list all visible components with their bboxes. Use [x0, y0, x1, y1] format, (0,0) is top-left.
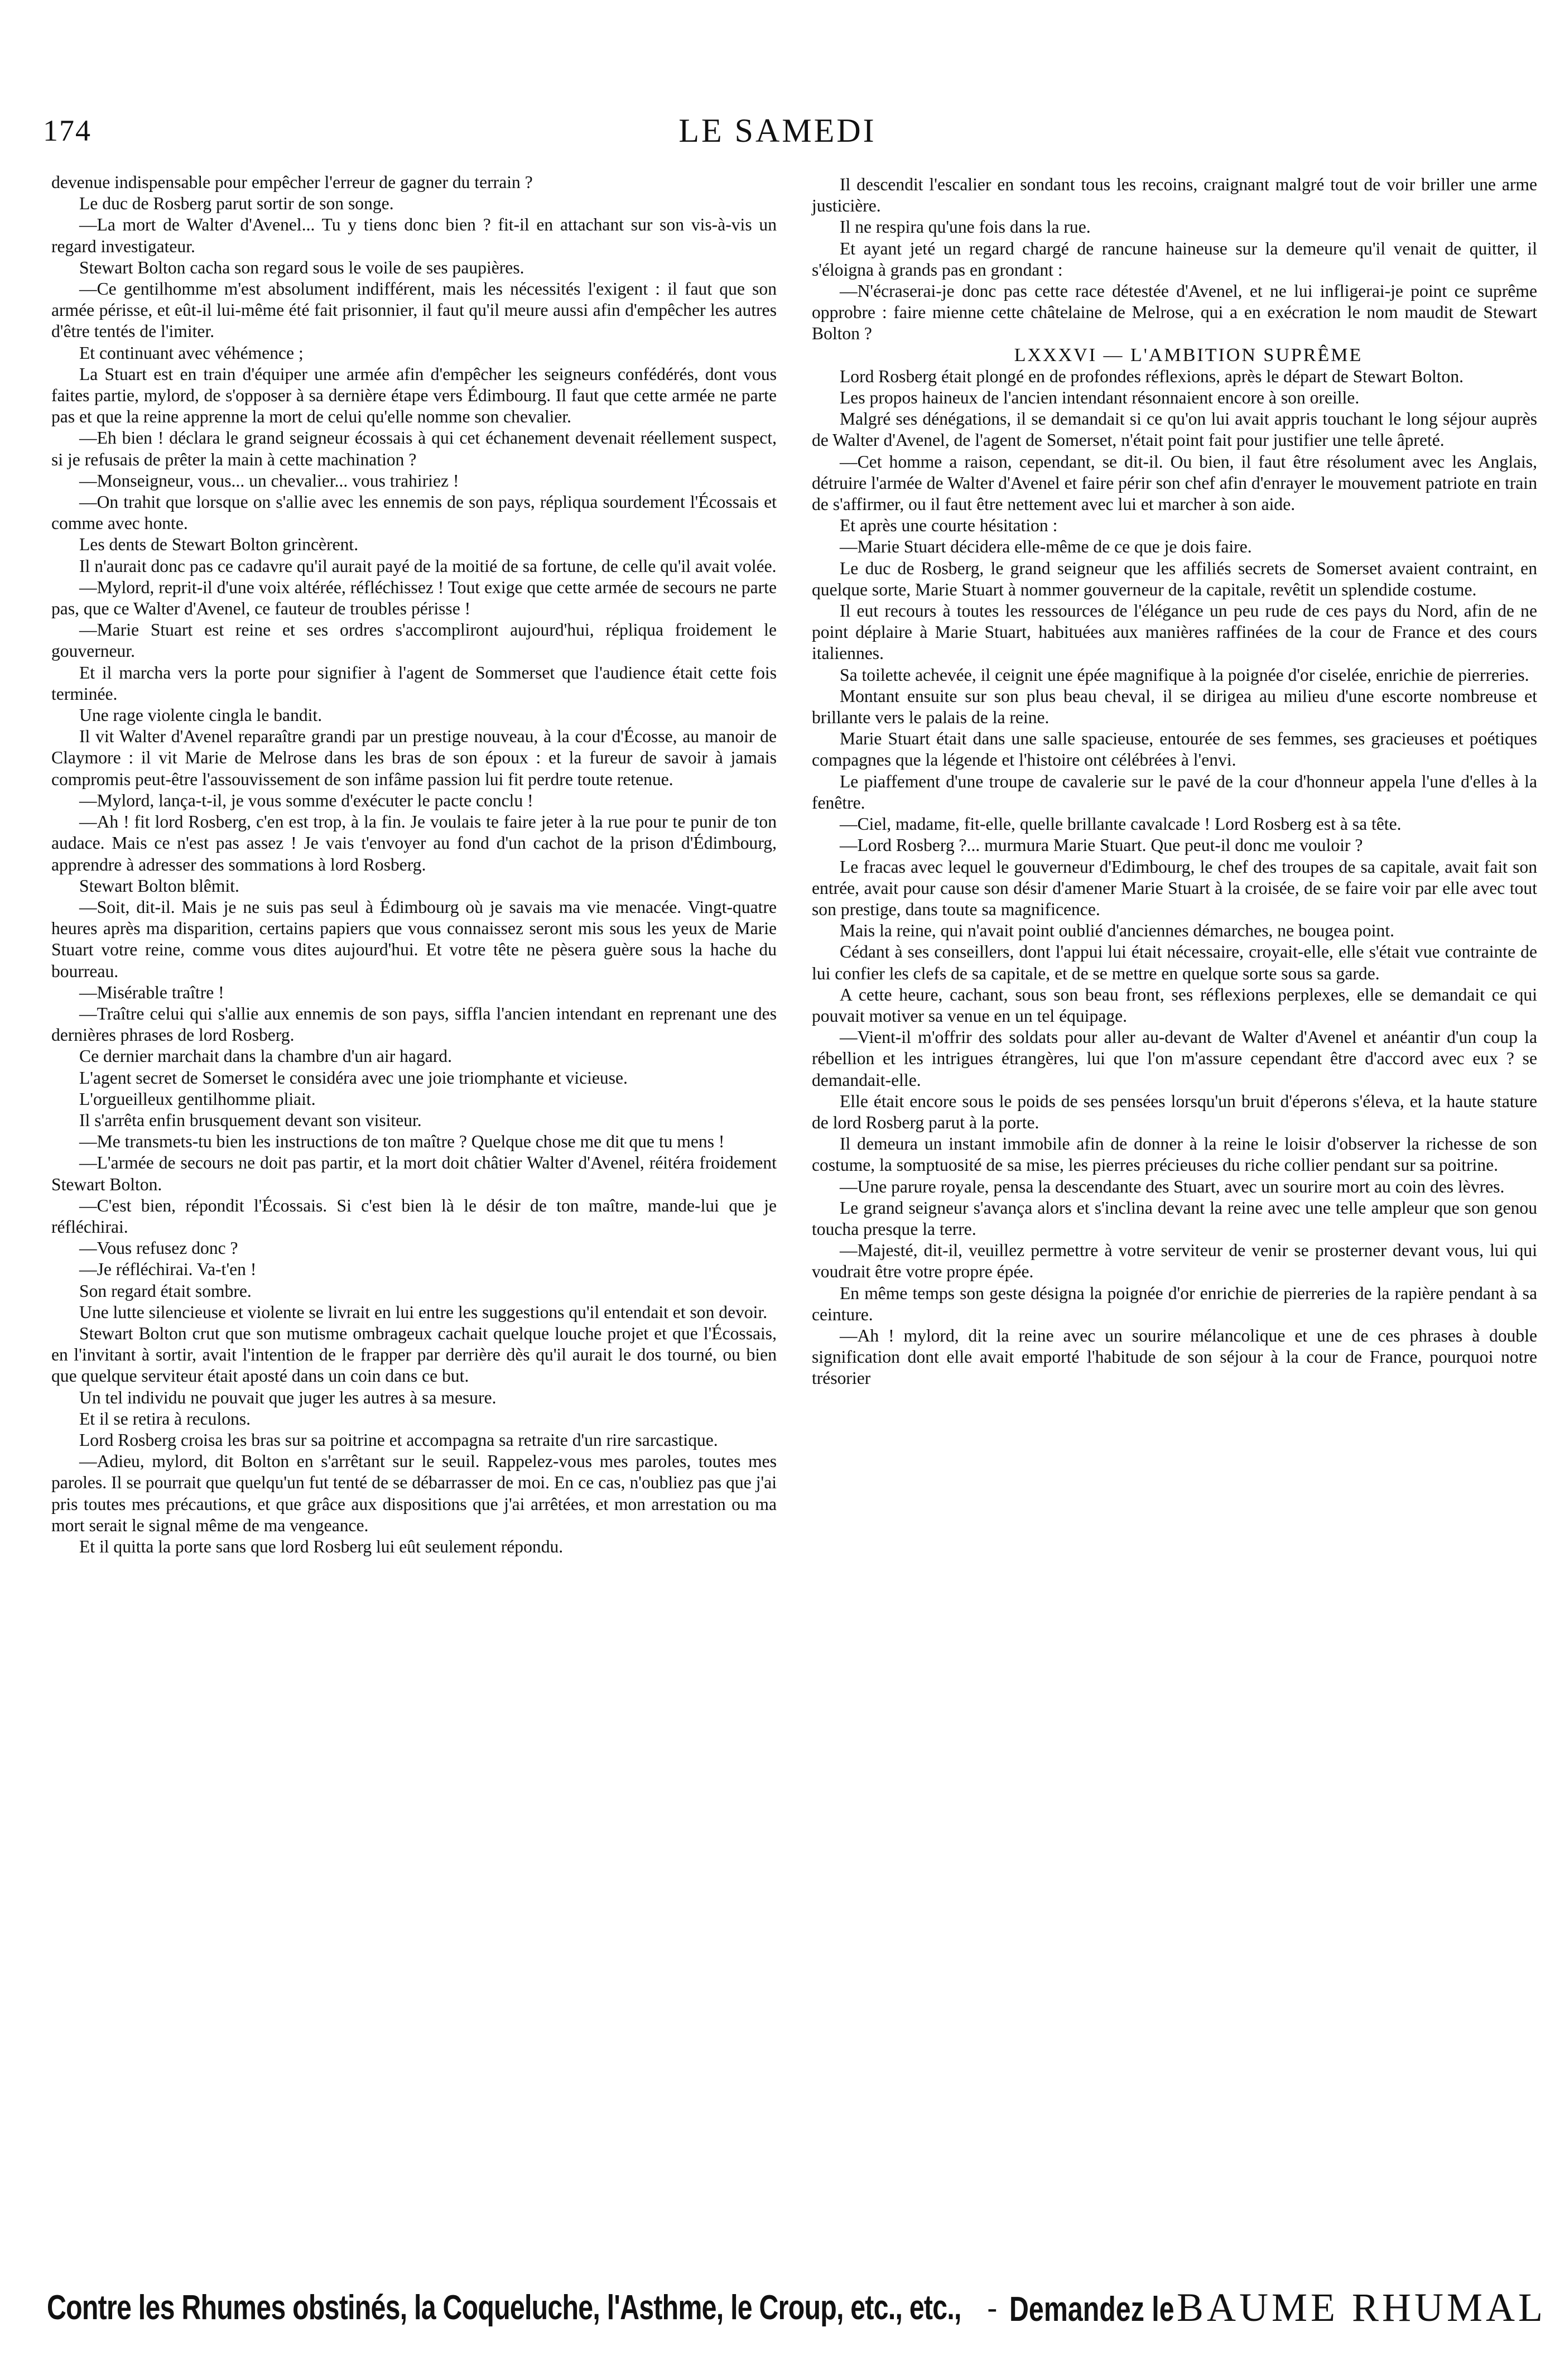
ad-demandez-text: Demandez le — [1009, 2290, 1174, 2329]
paragraph: —Mylord, lança-t-il, je vous somme d'exécuter le pacte conclu ! — [79, 790, 533, 810]
paragraph: —Eh bien ! déclara le grand seigneur écossais à qui cet échanement devenait réellement suspect, si je refusais de prêter la main à cette machination ? — [51, 428, 777, 469]
paragraph: —Vous refusez donc ? — [79, 1238, 238, 1258]
paragraph: Ce dernier marchait dans la chambre d'un air hagard. — [79, 1046, 452, 1066]
paragraph: Le piaffement d'une troupe de cavalerie sur le pavé de la cour d'honneur appela l'une d'elles à la fenêtre. — [812, 771, 1537, 812]
paragraph: —Majesté, dit-il, veuillez permettre à votre serviteur de venir se prosterner devant vous, lui qui voudrait être votre propre épée. — [812, 1241, 1537, 1282]
paragraph: —On trahit que lorsque on s'allie avec les ennemis de son pays, répliqua sourdement l'Écossais et comme avec honte. — [51, 492, 777, 533]
paragraph: Mais la reine, qui n'avait point oublié d'anciennes démarches, ne bougea point. — [840, 921, 1394, 941]
chapter-heading: LXXXVI — L'AMBITION SUPRÊME — [1014, 344, 1363, 366]
paragraph: devenue indispensable pour empêcher l'erreur de gagner du terrain ? — [51, 172, 533, 192]
paragraph: —Ah ! fit lord Rosberg, c'en est trop, à la fin. Je voulais te faire jeter à la rue pour te punir de ton audace. Mais ce n'est pas assez ! Je vais t'envoyer au fond d'un cachot de la prison d'Édimbourg, apprendre à adresser des sommations à lord Rosberg. — [51, 812, 777, 874]
paragraph: Les propos haineux de l'ancien intendant résonnaient encore à son oreille. — [840, 388, 1360, 408]
paragraph: Le duc de Rosberg, le grand seigneur que les affiliés secrets de Somerset avaient contraint, en quelque sorte, Marie Stuart à nommer gouverneur de la capitale, revêtit un splendide costume. — [812, 558, 1537, 599]
paragraph: Elle était encore sous le poids de ses pensées lorsqu'un bruit d'éperons s'éleva, et la haute stature de lord Rosberg parut à la porte. — [812, 1091, 1537, 1132]
paragraph: Il n'aurait donc pas ce cadavre qu'il aurait payé de la moitié de sa fortune, de celle qu'il avait volée. — [79, 556, 777, 576]
paragraph: Un tel individu ne pouvait que juger les autres à sa mesure. — [79, 1387, 497, 1407]
paragraph: —La mort de Walter d'Avenel... Tu y tiens donc bien ? fit-il en attachant sur son vis-à-vis un regard investigateur. — [51, 215, 777, 256]
paragraph: —Cet homme a raison, cependant, se dit-il. Ou bien, il faut être résolument avec les Anglais, détruire l'armée de Walter d'Avenel et faire périr son chef afin d'enrayer le mouvement patriote en train de s'affirmer, ou il faut être nettement avec lui et marcher à son aide. — [812, 451, 1537, 515]
left-column — [51, 172, 777, 1557]
paragraph: —Traître celui qui s'allie aux ennemis de son pays, siffla l'ancien intendant en reprenant une des dernières phrases de lord Rosberg. — [51, 1003, 777, 1045]
paragraph: —Adieu, mylord, dit Bolton en s'arrêtant sur le seuil. Rappelez-vous mes paroles, toutes mes paroles. Il se pourrait que quelqu'un fut tenté de se débarrasser de moi. En ce cas, n'oubliez pas que j'ai pris toutes mes précautions, et que grâce aux dispositions que j'ai arrêtées, et mon arrestation ou ma mort serait le signal même de ma vengeance. — [51, 1451, 777, 1535]
paragraph: —Je réfléchirai. Va-t'en ! — [79, 1259, 257, 1280]
paragraph: Et il se retira à reculons. — [79, 1408, 251, 1429]
paragraph: —Soit, dit-il. Mais je ne suis pas seul à Édimbourg où je savais ma vie menacée. Vingt-quatre heures après ma disparition, certains papiers que vous connaissez seront mis sous les yeux de Marie Stuart votre reine, comme vous dites aujourd'hui. Et votre tête ne pèsera guère sous la hache du bourreau. — [51, 897, 777, 981]
right-column-bottom — [812, 366, 1537, 1389]
paragraph: Lord Rosberg était plongé en de profondes réflexions, après le départ de Stewart Bolton. — [840, 366, 1464, 386]
paragraph: Une lutte silencieuse et violente se livrait en lui entre les suggestions qu'il entendait et son devoir. — [79, 1302, 768, 1322]
ad-brand-name: BAUME RHUMAL — [1177, 2285, 1547, 2330]
paragraph: Il ne respira qu'une fois dans la rue. — [840, 217, 1091, 237]
paragraph: —Me transmets-tu bien les instructions de ton maître ? Quelque chose me dit que tu mens ! — [79, 1132, 725, 1152]
paragraph: Il s'arrêta enfin brusquement devant son visiteur. — [79, 1110, 422, 1130]
paragraph: —Lord Rosberg ?... murmura Marie Stuart. Que peut-il donc me vouloir ? — [840, 835, 1363, 855]
paragraph: Il demeura un instant immobile afin de donner à la reine le loisir d'observer la richesse de son costume, la somptuosité de sa mise, les pierres précieuses du riche collier pendant sur sa poitrine. — [812, 1134, 1537, 1175]
right-column — [812, 174, 1537, 1389]
paragraph: —N'écraserai-je donc pas cette race détestée d'Avenel, et ne lui infligerai-je point ce suprême opprobre : faire mienne cette châtelaine de Melrose, qui a en exécration le nom maudit de Stewart Bolton ? — [812, 281, 1537, 344]
ad-dash: - — [987, 2290, 998, 2325]
paragraph: Lord Rosberg croisa les bras sur sa poitrine et accompagna sa retraite d'un rire sarcastique. — [79, 1430, 718, 1450]
paragraph: Marie Stuart était dans une salle spacieuse, entourée de ses femmes, ses gracieuses et poétiques compagnes que la légende et l'histoire ont célébrées à l'envi. — [812, 729, 1537, 770]
paragraph: —Marie Stuart est reine et ses ordres s'accompliront aujourd'hui, répliqua froidement le gouverneur. — [51, 620, 777, 661]
paragraph: Montant ensuite sur son plus beau cheval, il se dirigea au milieu d'une escorte nombreuse et brillante vers le palais de la reine. — [812, 686, 1537, 728]
paragraph: —Ciel, madame, fit-elle, quelle brillante cavalcade ! Lord Rosberg est à sa tête. — [840, 814, 1402, 834]
ad-call-to-action — [1009, 2285, 1546, 2331]
paragraph: —Ce gentilhomme m'est absolument indifférent, mais les nécessités l'exigent : il faut que son armée périsse, et eût-il lui-même été fait prisonnier, il faut qu'il meure aussi afin d'empêcher les autres d'être tentés de l'imiter. — [51, 279, 777, 342]
paragraph: Malgré ses dénégations, il se demandait si ce qu'on lui avait appris touchant le long séjour auprès de Walter d'Avenel, de l'agent de Somerset, n'était point fait pour justifier une telle âpreté. — [812, 409, 1537, 450]
paragraph: —Une parure royale, pensa la descendante des Stuart, avec un sourire mort au coin des lèvres. — [840, 1176, 1505, 1196]
paragraph: En même temps son geste désigna la poignée d'or enrichie de pierreries de la rapière pendant à sa ceinture. — [812, 1283, 1537, 1324]
paragraph: Stewart Bolton crut que son mutisme ombrageux cachait quelque louche projet et que l'Écossais, en l'invitant à sortir, avait l'intention de le frapper par derrière dès qu'il aurait le dos tourné, ou bien que quelque serviteur était aposté dans un coin dans ce but. — [51, 1323, 777, 1386]
paragraph: —Vient-il m'offrir des soldats pour aller au-devant de Walter d'Avenel et anéantir d'un coup la rébellion et les intrigues étrangères, lui que l'on m'assure cependant être d'accord avec eux ? se demandait-elle. — [812, 1027, 1537, 1090]
paragraph: Le grand seigneur s'avança alors et s'inclina devant la reine avec une telle ampleur que son genou toucha presque la terre. — [812, 1198, 1537, 1239]
paragraph: Il eut recours à toutes les ressources de l'élégance un peu rude de ces pays du Nord, afin de ne point déplaire à Marie Stuart, habituées aux manières raffinées de la cour de France et des cours italiennes. — [812, 601, 1537, 663]
paragraph: —Ah ! mylord, dit la reine avec un sourire mélancolique et une de ces phrases à double signification dont elle avait emporté l'habitude de son séjour à la cour de France, pourquoi notre trésorier — [812, 1325, 1537, 1388]
paragraph: La Stuart est en train d'équiper une armée afin d'empêcher les seigneurs confédérés, dont vous faites partie, mylord, de s'opposer à sa dernière étape vers Édimbourg. Il faut que cette armée ne parte pas et que la reine apprenne la mort de celui qu'elle nomme son chevalier. — [51, 364, 777, 427]
paragraph: —Mylord, reprit-il d'une voix altérée, réfléchissez ! Tout exige que cette armée de secours ne parte pas, que ce Walter d'Avenel, ce fauteur de troubles périsse ! — [51, 577, 777, 619]
paragraph: Il descendit l'escalier en sondant tous les recoins, craignant malgré tout de voir briller une arme justicière. — [812, 175, 1537, 216]
paragraph: —C'est bien, répondit l'Écossais. Si c'est bien là le désir de ton maître, mande-lui que je réfléchirai. — [51, 1195, 777, 1237]
paragraph: —Misérable traître ! — [79, 982, 224, 1002]
paragraph: A cette heure, cachant, sous son beau front, ses réflexions perplexes, elle se demandait ce qui pouvait motiver sa venue en un tel équipage. — [812, 984, 1537, 1026]
paragraph: Cédant à ses conseillers, dont l'appui lui était nécessaire, croyait-elle, elle s'était vue contrainte de lui confier les clefs de sa capitale, et de se mettre en quelque sorte sous sa garde. — [812, 942, 1537, 983]
paragraph: Stewart Bolton blêmit. — [79, 876, 239, 896]
paragraph: Il vit Walter d'Avenel reparaître grandi par un prestige nouveau, à la cour d'Écosse, au manoir de Claymore : il vit Marie de Melrose dans les bras de son époux : et la fureur de savoir à jamais compromis peut-être l'assouvissement de son infâme passion lui fit perdre toute retenue. — [51, 727, 777, 789]
paragraph: Son regard était sombre. — [79, 1281, 252, 1301]
page-number: 174 — [43, 114, 92, 147]
paragraph: —Marie Stuart décidera elle-même de ce que je dois faire. — [840, 537, 1252, 557]
paragraph: —Monseigneur, vous... un chevalier... vous trahiriez ! — [79, 470, 459, 491]
paragraph: Les dents de Stewart Bolton grincèrent. — [79, 535, 359, 555]
paragraph: Et il quitta la porte sans que lord Rosberg lui eût seulement répondu. — [79, 1537, 564, 1556]
paragraph: Stewart Bolton cacha son regard sous le voile de ses paupières. — [79, 257, 524, 277]
paragraph: Et il marcha vers la porte pour signifier à l'agent de Sommerset que l'audience était cette fois terminée. — [51, 662, 777, 704]
paragraph: Une rage violente cingla le bandit. — [79, 705, 322, 725]
ad-remedy-text: Contre les Rhumes obstinés, la Coqueluche, l'Asthme, le Croup, etc., etc., — [47, 2288, 961, 2327]
paragraph: Et continuant avec véhémence ; — [79, 343, 304, 363]
footer-advertisement — [47, 2285, 1547, 2330]
paragraph: Sa toilette achevée, il ceignit une épée magnifique à la poignée d'or ciselée, enrichie de pierreries. — [840, 665, 1529, 685]
paragraph: Et après une courte hésitation : — [840, 516, 1058, 536]
paragraph: L'agent secret de Somerset le considéra avec une joie triomphante et vicieuse. — [79, 1068, 628, 1088]
paragraph: Le duc de Rosberg parut sortir de son songe. — [79, 194, 394, 214]
paragraph: —L'armée de secours ne doit pas partir, et la mort doit châtier Walter d'Avenel, réitéra froidement Stewart Bolton. — [51, 1153, 777, 1194]
paragraph: Et ayant jeté un regard chargé de rancune haineuse sur la demeure qu'il venait de quitter, il s'éloigna à grands pas en grondant : — [812, 238, 1537, 280]
paragraph: L'orgueilleux gentilhomme pliait. — [79, 1089, 316, 1109]
journal-title: LE SAMEDI — [678, 112, 877, 149]
right-column-top — [812, 174, 1537, 345]
paragraph: Le fracas avec lequel le gouverneur d'Edimbourg, le chef des troupes de sa capitale, avait fait son entrée, avait pour cause son désir d'amener Marie Stuart à la croisée, de se faire voir par elle avec tout son prestige, dans toute sa magnificence. — [812, 857, 1537, 919]
